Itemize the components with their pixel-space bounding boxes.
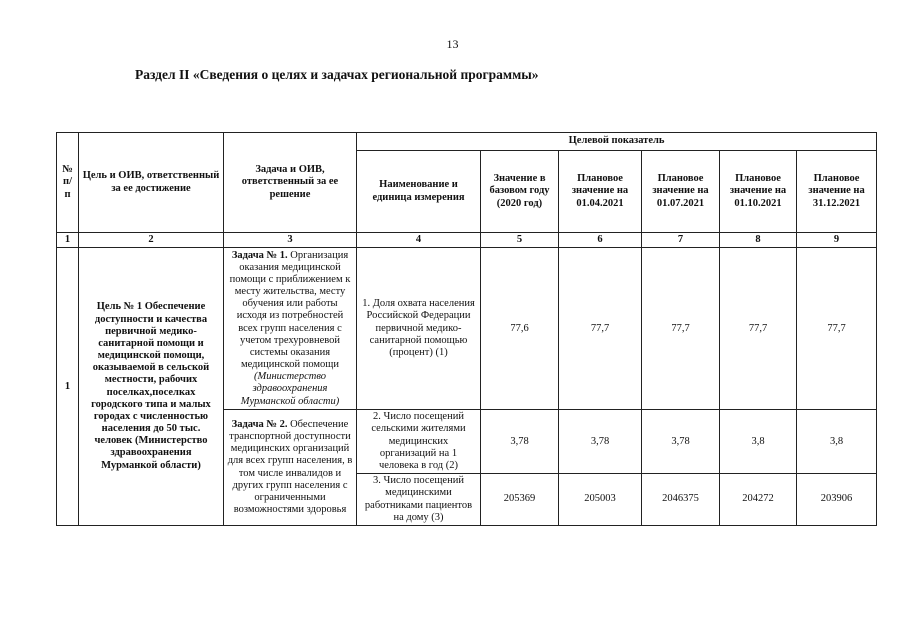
column-number: 9 — [797, 233, 877, 248]
column-number: 7 — [642, 233, 720, 248]
indicator-2-q3: 3,8 — [720, 410, 797, 474]
header-indicator-name: Наименование и единица измерения — [357, 151, 481, 233]
task-2-cell — [224, 410, 357, 526]
indicator-1-q4: 77,7 — [797, 248, 877, 410]
header-plan-q2: Плановое значение на 01.07.2021 — [642, 151, 720, 233]
indicator-2-q1: 3,78 — [559, 410, 642, 474]
column-number: 3 — [224, 233, 357, 248]
page-number: 13 — [446, 37, 459, 51]
indicator-3-name: 3. Число посещений медицинскими работниками пациентов на дому (3) — [357, 474, 481, 526]
header-num: № п/п — [57, 133, 79, 233]
header-task: Задача и ОИВ, ответственный за ее решение — [224, 133, 357, 233]
indicator-2-base: 3,78 — [481, 410, 559, 474]
row-number: 1 — [57, 248, 79, 526]
indicator-2-name: 2. Число посещений сельскими жителями медицинских организаций на 1 человека в год (2) — [357, 410, 481, 474]
column-number: 1 — [57, 233, 79, 248]
column-number: 2 — [79, 233, 224, 248]
goals-table — [56, 132, 877, 526]
indicator-3-q3: 204272 — [720, 474, 797, 526]
column-number: 8 — [720, 233, 797, 248]
indicator-2-q4: 3,8 — [797, 410, 877, 474]
indicator-3-base: 205369 — [481, 474, 559, 526]
indicator-2-q2: 3,78 — [642, 410, 720, 474]
header-goal: Цель и ОИВ, ответственный за ее достижение — [79, 133, 224, 233]
column-number: 5 — [481, 233, 559, 248]
goal-cell: Цель № 1 Обеспечение доступности и качества первичной медико-санитарной помощи и медицинской помощи, оказываемой в сельской местности, рабочих поселках,поселках городского типа и малых городах с численностью населения до 50 тыс. человек (Министерство здравоохранения Мурманкой области) — [79, 248, 224, 526]
header-plan-q4: Плановое значение на 31.12.2021 — [797, 151, 877, 233]
header-plan-q1: Плановое значение на 01.04.2021 — [559, 151, 642, 233]
indicator-1-q2: 77,7 — [642, 248, 720, 410]
task-2-lead: Задача № 2. — [231, 418, 288, 430]
header-base-value: Значение в базовом году (2020 год) — [481, 151, 559, 233]
header-target-indicator: Целевой показатель — [357, 133, 877, 151]
header-plan-q3: Плановое значение на 01.10.2021 — [720, 151, 797, 233]
indicator-3-q4: 203906 — [797, 474, 877, 526]
indicator-1-name: 1. Доля охвата населения Российской Федерации первичной медико-санитарной помощью (процент) (1) — [357, 248, 481, 410]
indicator-3-q1: 205003 — [559, 474, 642, 526]
task-1-oiv: (Министерство здравоохранения Мурманской области) — [240, 371, 340, 407]
indicator-1-base: 77,6 — [481, 248, 559, 410]
indicator-1-q1: 77,7 — [559, 248, 642, 410]
indicator-3-q2: 2046375 — [642, 474, 720, 526]
section-title: Раздел II «Сведения о целях и задачах региональной программы» — [135, 67, 539, 82]
column-number: 4 — [357, 233, 481, 248]
table-row — [57, 248, 877, 410]
task-1-text: Организация оказания медицинской помощи с приближением к месту жительства, месту обучения или работы исходя из потребностей всех групп населения с учетом трехуровневой системы оказания медицинской помощи — [229, 249, 351, 371]
task-1-cell — [224, 248, 357, 410]
column-number: 6 — [559, 233, 642, 248]
indicator-1-q3: 77,7 — [720, 248, 797, 410]
task-1-lead: Задача № 1. — [231, 249, 288, 261]
task-2-text: Обеспечение транспортной доступности медицинских организаций для всех групп населения, в том числе инвалидов и других групп населения с ограниченными возможностями здоровья — [227, 418, 353, 516]
